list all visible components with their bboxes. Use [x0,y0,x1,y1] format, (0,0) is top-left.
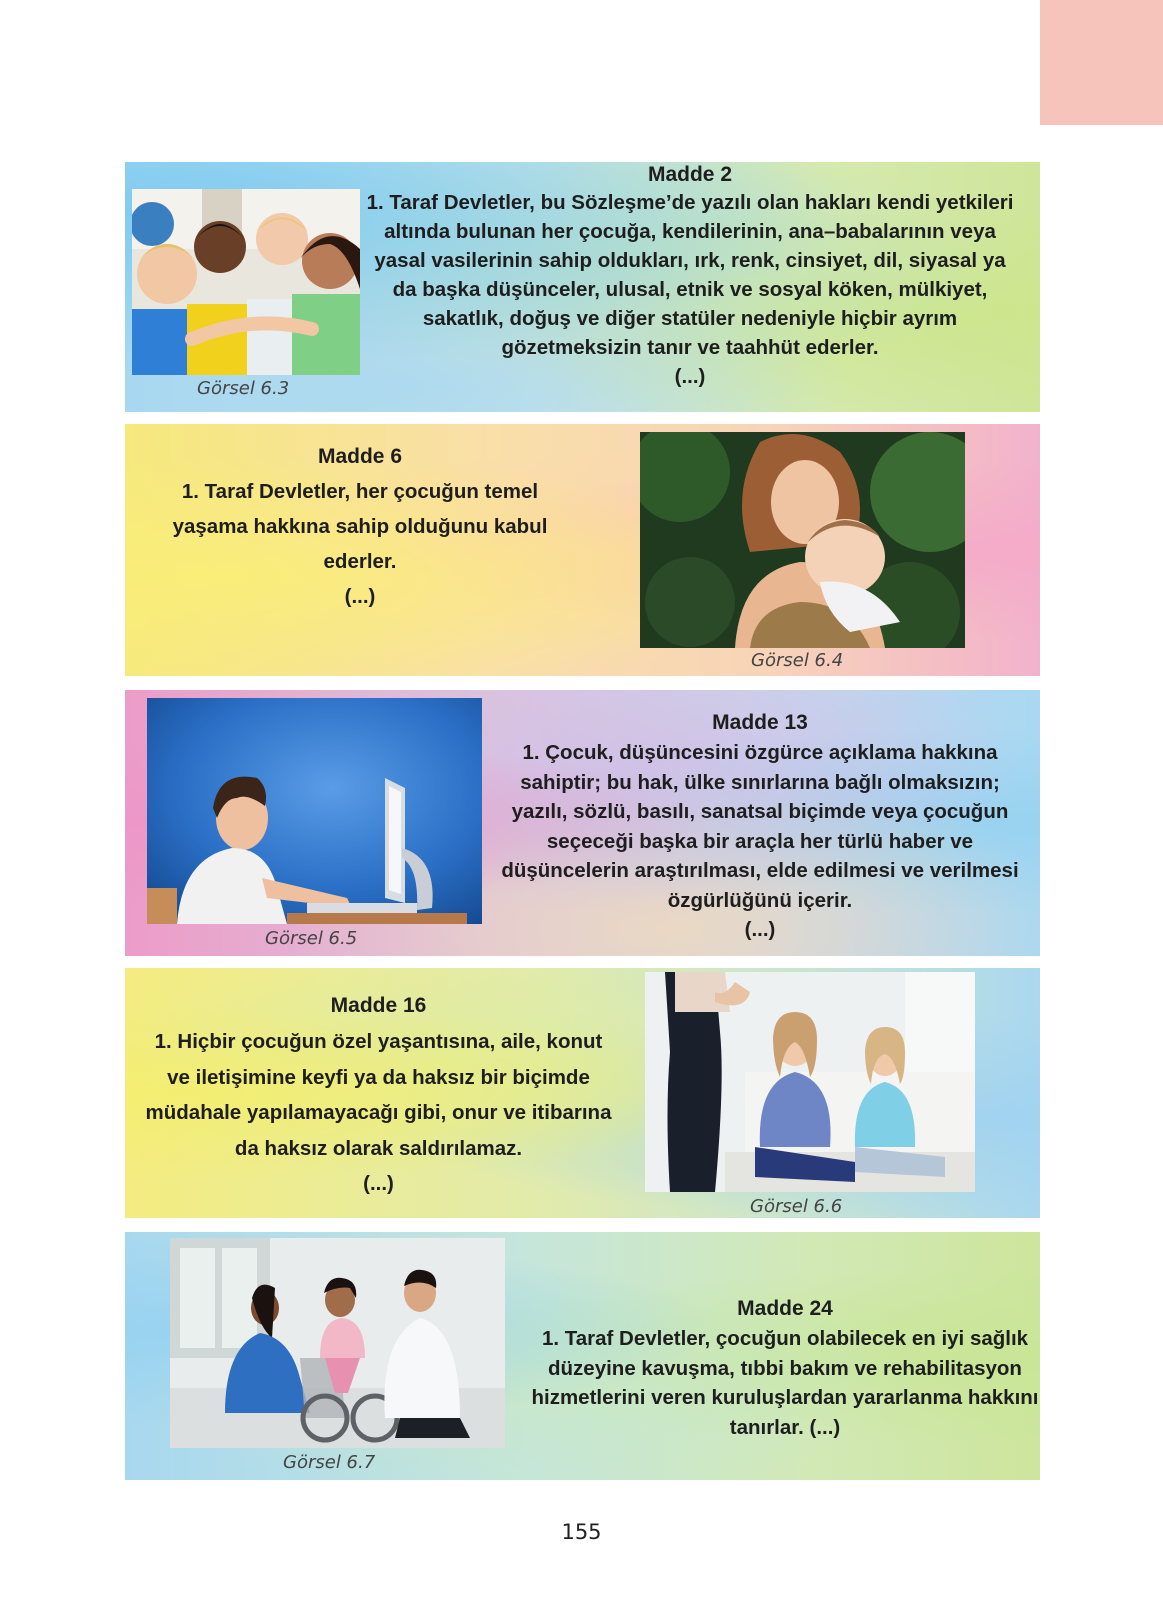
article-ellipsis: (...) [744,918,776,941]
article-panel-madde-13 [125,690,1040,956]
article-body: 1. Taraf Devletler, her çocuğun temel yaşama hakkına sahip olduğunu kabul ederler. [172,480,548,573]
article-text-madde-2 [365,162,1015,391]
article-text-madde-13 [495,708,1025,945]
image-caption: Görsel 6.7 [283,1452,376,1473]
article-panel-madde-6 [125,424,1040,676]
image-caption: Görsel 6.6 [750,1196,843,1217]
image-caption: Görsel 6.4 [751,650,844,671]
article-title: Madde 24 [737,1297,833,1320]
article-title: Madde 13 [712,711,808,734]
corner-color-tab [1040,0,1163,125]
article-panel-madde-24 [125,1232,1040,1480]
mother-hugging-child-photo [640,432,965,648]
article-text-madde-16 [141,988,616,1202]
article-title: Madde 6 [317,445,403,468]
page-number: 155 [561,1520,602,1544]
article-body: 1. Çocuk, düşüncesini özgürce açıklama hakkına sahiptir; bu hak, ülke sınırlarına bağlı olmaksızın; yazılı, sözlü, basılı, sanatsal biçimde veya çocuğun seçeceği başka bir araçla her türlü haber ve düşüncelerin araştırılması, elde edilmesi ve verilmesi özgürlüğünü içerir. [501,741,1019,912]
children-group-photo [132,189,360,375]
article-body: 1. Taraf Devletler, bu Sözleşme’de yazılı olan hakları kendi yetkileri altında bulunan her çocuğa, kendilerinin, ana–babalarının veya yasal vasilerinin sahip oldukları, ırk, renk, cinsiyet, dil, siyasal ya da başka düşünceler, ulusal, etnik ve sosyal köken, mülkiyet, sakatlık, doğuş ve diğer statüler nedeniyle hiçbir ayrım gözetmeksizin tanır ve taahhüt ederler. [366,191,1014,359]
article-title: Madde 16 [330,994,427,1017]
article-panel-madde-16 [125,968,1040,1218]
article-text-madde-6 [160,440,560,614]
image-caption: Görsel 6.3 [197,378,290,399]
article-body: 1. Taraf Devletler, çocuğun olabilecek en iyi sağlık düzeyine kavuşma, tıbbi bakım ve rehabilitasyon hizmetlerini veren kuruluşlardan yararlanma hakkını tanırlar. (...) [531,1327,1039,1439]
article-ellipsis: (...) [674,365,706,388]
article-title: Madde 2 [647,163,733,186]
article-text-madde-24 [530,1294,1040,1442]
boy-at-computer-photo [147,698,482,924]
article-body: 1. Hiçbir çocuğun özel yaşantısına, aile, konut ve iletişimine keyfi ya da haksız bir biçimde müdahale yapılamayacağı gibi, onur ve itibarına da haksız olarak saldırılamaz. [145,1030,612,1160]
image-caption: Görsel 6.5 [265,928,358,949]
article-panel-madde-2 [125,162,1040,412]
child-in-wheelchair-photo [170,1238,505,1448]
article-ellipsis: (...) [344,585,376,608]
article-ellipsis: (...) [363,1172,394,1195]
girls-on-sofa-photo [645,972,975,1192]
